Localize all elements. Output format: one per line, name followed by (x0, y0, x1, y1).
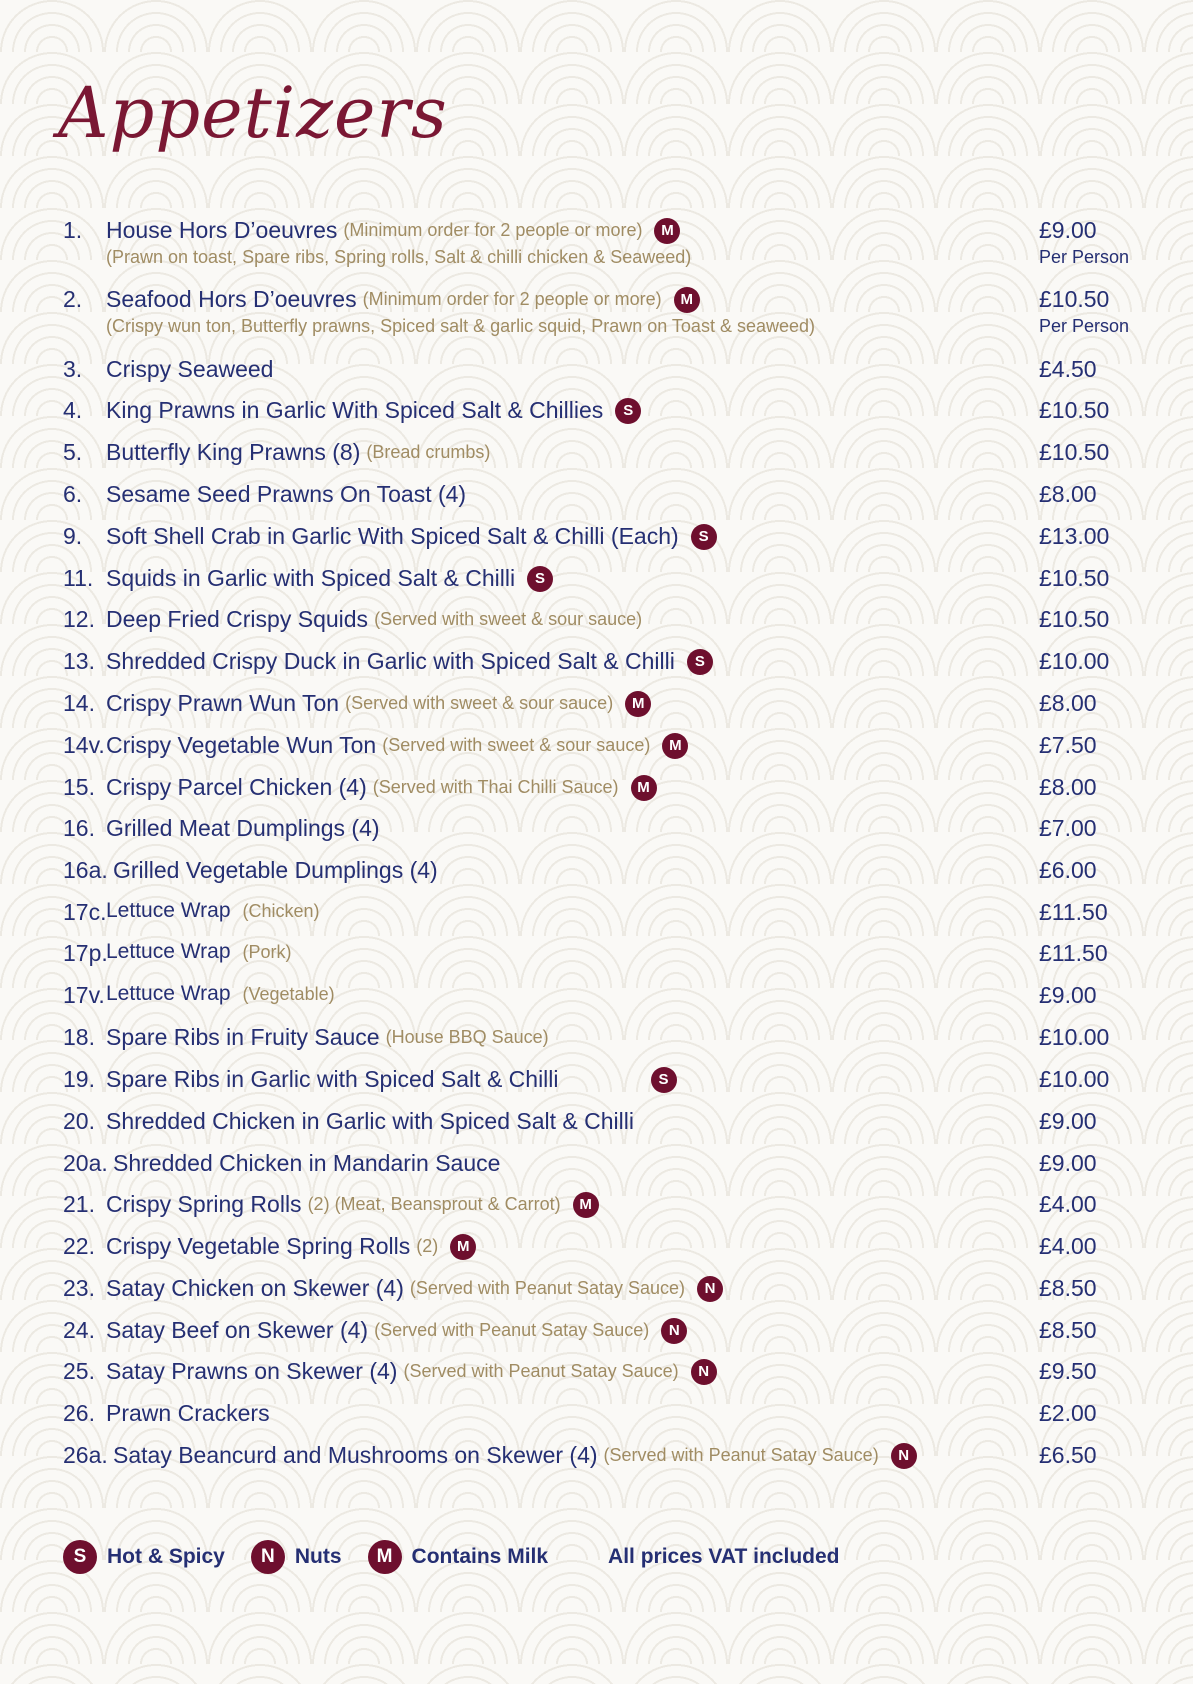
item-name: Spare Ribs in Fruity Sauce (106, 1024, 380, 1050)
item-note: (Served with Peanut Satay Sauce) (603, 1445, 879, 1465)
item-name: Shredded Chicken in Garlic with Spiced Salt & Chilli (106, 1108, 634, 1134)
legend-badge-s: S (63, 1540, 97, 1574)
item-line (106, 523, 717, 550)
item-number: 13. (63, 648, 95, 674)
item-price: £10.50 (1039, 286, 1110, 312)
dietary-badge-m: M (450, 1234, 476, 1260)
item-line (106, 1317, 687, 1344)
item-number: 23. (63, 1275, 95, 1301)
item-number: 12. (63, 606, 95, 632)
item-number: 20a. (63, 1150, 108, 1176)
item-name: Prawn Crackers (106, 1400, 270, 1426)
item-name: House Hors D’oeuvres (106, 217, 338, 243)
item-name: Butterfly King Prawns (8) (106, 439, 361, 465)
item-price: £4.00 (1039, 1233, 1097, 1259)
item-note: (Bread crumbs) (366, 442, 491, 462)
dietary-badge-m: M (573, 1192, 599, 1218)
item-name: Deep Fried Crispy Squids (106, 606, 369, 632)
dietary-badge-m: M (625, 691, 651, 717)
item-number: 6. (63, 481, 83, 507)
item-number: 17v. (63, 982, 105, 1008)
dietary-badge-s: S (691, 524, 717, 550)
item-name: Shredded Chicken in Mandarin Sauce (113, 1150, 501, 1176)
item-name: Grilled Meat Dumplings (4) (106, 815, 380, 841)
item-note: (2) (Meat, Beansprout & Carrot) (307, 1194, 561, 1214)
item-number: 14. (63, 690, 95, 716)
item-line (113, 1442, 917, 1469)
page-title: Appetizers (58, 72, 448, 154)
price-note: Per Person (1039, 247, 1130, 267)
item-name: Shredded Crispy Duck in Garlic with Spiced Salt & Chilli (106, 648, 675, 674)
item-number: 1. (63, 217, 83, 243)
item-line (113, 857, 438, 884)
item-line (106, 565, 553, 592)
vat-note: All prices VAT included (608, 1545, 840, 1568)
item-price: £10.50 (1039, 606, 1110, 632)
item-price: £11.50 (1039, 940, 1108, 966)
item-name: Crispy Prawn Wun Ton (106, 690, 340, 716)
item-number: 4. (63, 397, 83, 423)
item-price: £10.50 (1039, 397, 1110, 423)
item-line (113, 1150, 500, 1177)
dietary-badge-s: S (687, 649, 713, 675)
item-note: (Served with Peanut Satay Sauce) (409, 1278, 686, 1298)
item-name: Satay Beancurd and Mushrooms on Skewer (4) (113, 1442, 598, 1468)
item-line (106, 481, 466, 508)
item-price: £4.50 (1039, 356, 1097, 382)
item-price: £6.00 (1039, 857, 1097, 883)
item-line (106, 356, 273, 383)
dietary-badge-n: N (691, 1359, 717, 1385)
item-line (106, 1066, 677, 1093)
item-number: 17p. (63, 940, 108, 966)
item-name: Seafood Hors D’oeuvres (106, 286, 357, 312)
item-number: 18. (63, 1024, 95, 1050)
item-price: £9.00 (1039, 1150, 1097, 1176)
item-note: (2) (416, 1236, 439, 1256)
item-note: (Minimum order for 2 people or more) (362, 289, 662, 309)
item-name: King Prawns in Garlic With Spiced Salt & Chillies (106, 397, 604, 423)
item-number: 20. (63, 1108, 95, 1134)
item-price: £10.00 (1039, 1024, 1110, 1050)
item-note: (Served with sweet & sour sauce) (345, 693, 614, 713)
item-line (106, 1358, 717, 1385)
item-note: (House BBQ Sauce) (385, 1027, 549, 1047)
item-note: (Pork) (242, 941, 292, 962)
item-number: 21. (63, 1191, 95, 1217)
item-description: (Crispy wun ton, Butterfly prawns, Spiced salt & garlic squid, Prawn on Toast & seaweed) (106, 316, 815, 336)
item-name: Lettuce Wrap (106, 940, 231, 963)
item-line (106, 982, 335, 1006)
item-number: 17c. (63, 899, 107, 925)
item-name: Satay Chicken on Skewer (4) (106, 1275, 404, 1301)
item-price: £9.00 (1039, 217, 1097, 243)
item-note: (Vegetable) (242, 983, 335, 1004)
item-line (106, 1191, 599, 1218)
item-line (106, 217, 680, 244)
item-name: Grilled Vegetable Dumplings (4) (113, 857, 438, 883)
item-line (106, 732, 688, 759)
item-price: £8.50 (1039, 1317, 1097, 1343)
item-price: £9.50 (1039, 1358, 1097, 1384)
item-name: Spare Ribs in Garlic with Spiced Salt & Chilli (106, 1066, 559, 1092)
item-number: 19. (63, 1066, 95, 1092)
item-price: £9.00 (1039, 1108, 1097, 1134)
item-name: Crispy Seaweed (106, 356, 274, 382)
item-number: 26. (63, 1400, 95, 1426)
item-number: 3. (63, 356, 83, 382)
dietary-badge-m: M (674, 287, 700, 313)
item-line (106, 940, 292, 964)
item-number: 25. (63, 1358, 95, 1384)
item-line (106, 774, 657, 801)
item-note: (Chicken) (242, 900, 320, 921)
item-note: (Served with sweet & sour sauce) (382, 735, 651, 755)
item-line (106, 1233, 476, 1260)
item-number: 11. (63, 565, 94, 591)
item-description: (Prawn on toast, Spare ribs, Spring rolls, Salt & chilli chicken & Seaweed) (106, 247, 692, 267)
item-line (106, 1108, 634, 1135)
item-name: Crispy Vegetable Spring Rolls (106, 1233, 411, 1259)
price-note: Per Person (1039, 316, 1130, 336)
item-note: (Minimum order for 2 people or more) (343, 220, 643, 240)
item-number: 26a. (63, 1442, 108, 1468)
item-number: 22. (63, 1233, 95, 1259)
item-line (106, 397, 641, 424)
item-price: £6.50 (1039, 1442, 1097, 1468)
item-line (106, 690, 651, 717)
dietary-badge-n: N (661, 1318, 687, 1344)
item-name: Crispy Spring Rolls (106, 1191, 302, 1217)
dietary-badge-m: M (654, 218, 680, 244)
item-number: 5. (63, 439, 83, 465)
legend-badge-n: N (251, 1540, 285, 1574)
item-line (106, 1024, 549, 1051)
item-number: 16. (63, 815, 95, 841)
dietary-badge-s: S (651, 1067, 677, 1093)
dietary-badge-n: N (697, 1276, 723, 1302)
item-price: £10.50 (1039, 439, 1110, 465)
item-line (106, 439, 490, 466)
item-price: £4.00 (1039, 1191, 1097, 1217)
item-price: £8.00 (1039, 690, 1097, 716)
item-name: Satay Prawns on Skewer (4) (106, 1358, 398, 1384)
item-line (106, 286, 700, 313)
item-name: Lettuce Wrap (106, 899, 231, 922)
item-name: Lettuce Wrap (106, 982, 231, 1005)
item-number: 15. (63, 774, 95, 800)
item-price: £13.00 (1039, 523, 1110, 549)
item-line (106, 1400, 270, 1427)
dietary-badge-m: M (631, 775, 657, 801)
item-price: £7.00 (1039, 815, 1097, 841)
legend-badge-m: M (368, 1540, 402, 1574)
legend (63, 1540, 839, 1574)
item-price: £7.50 (1039, 732, 1097, 758)
item-price: £8.00 (1039, 481, 1097, 507)
item-line (106, 899, 320, 923)
item-line (106, 648, 713, 675)
item-number: 2. (63, 286, 83, 312)
item-price: £8.50 (1039, 1275, 1097, 1301)
legend-label: Nuts (294, 1545, 342, 1568)
dietary-badge-m: M (662, 733, 688, 759)
item-number: 14v. (63, 732, 105, 758)
item-number: 9. (63, 523, 83, 549)
legend-label: Contains Milk (411, 1545, 549, 1568)
item-name: Soft Shell Crab in Garlic With Spiced Salt & Chilli (Each) (106, 523, 679, 549)
item-note: (Served with Thai Chilli Sauce) (372, 777, 619, 797)
item-name: Satay Beef on Skewer (4) (106, 1317, 369, 1343)
item-line (106, 815, 380, 842)
item-name: Sesame Seed Prawns On Toast (4) (106, 481, 467, 507)
item-name: Crispy Vegetable Wun Ton (106, 732, 377, 758)
item-price: £10.00 (1039, 1066, 1110, 1092)
item-line (106, 606, 642, 633)
item-price: £10.00 (1039, 648, 1110, 674)
item-note: (Served with Peanut Satay Sauce) (374, 1320, 650, 1340)
dietary-badge-n: N (891, 1443, 917, 1469)
item-price: £8.00 (1039, 774, 1097, 800)
item-name: Crispy Parcel Chicken (4) (106, 774, 367, 800)
legend-label: Hot & Spicy (107, 1545, 225, 1568)
item-price: £2.00 (1039, 1400, 1097, 1426)
item-number: 16a. (63, 857, 108, 883)
item-price: £10.50 (1039, 565, 1110, 591)
item-number: 24. (63, 1317, 95, 1343)
item-name: Squids in Garlic with Spiced Salt & Chilli (106, 565, 516, 591)
dietary-badge-s: S (615, 398, 641, 424)
dietary-badge-s: S (527, 566, 553, 592)
item-note: (Served with Peanut Satay Sauce) (403, 1361, 679, 1381)
item-note: (Served with sweet & sour sauce) (374, 609, 643, 629)
item-price: £9.00 (1039, 982, 1097, 1008)
item-line (106, 1275, 723, 1302)
item-price: £11.50 (1039, 899, 1108, 925)
